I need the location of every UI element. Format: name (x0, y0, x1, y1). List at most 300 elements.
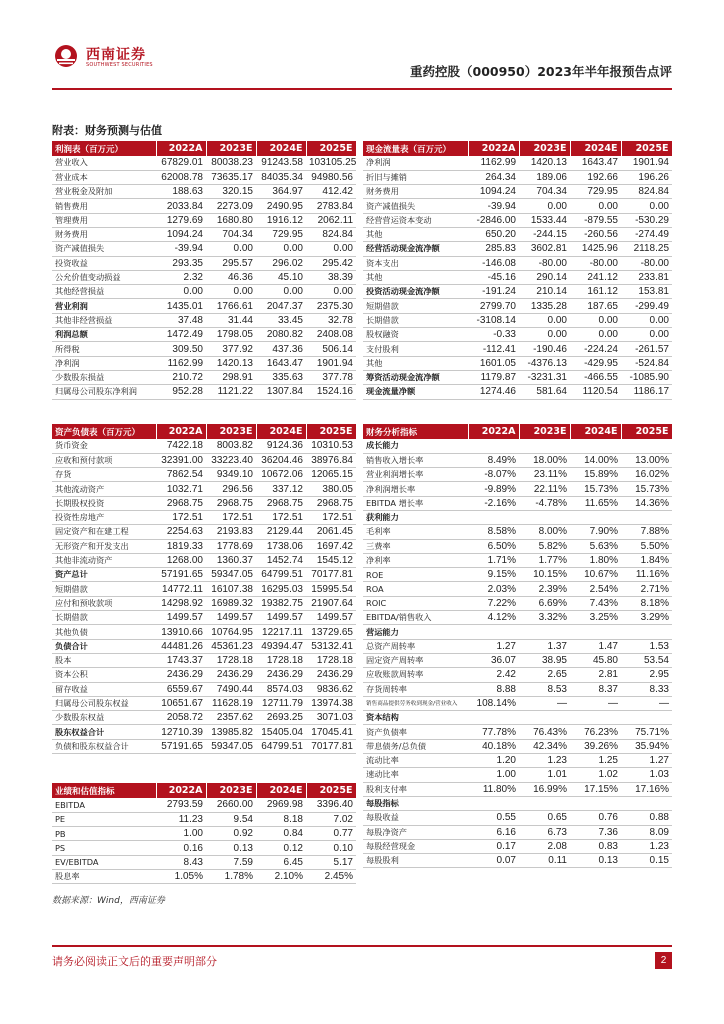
cell-value: 1643.47 (256, 356, 306, 370)
table-row (52, 611, 356, 625)
cell-value: 2436.29 (206, 668, 256, 682)
year-header: 2024E (256, 424, 306, 439)
cell-value: 1499.57 (156, 611, 206, 625)
cell-value: 2273.09 (206, 199, 256, 213)
cell-value: -299.49 (621, 299, 672, 313)
table-row (363, 725, 672, 739)
cell-value: 2783.84 (306, 199, 356, 213)
table-title: 业绩和估值指标 (52, 783, 156, 798)
cell-value: 7422.18 (156, 439, 206, 453)
cell-value: -274.49 (621, 227, 672, 241)
table-row (52, 385, 356, 399)
row-label: 三费率 (363, 539, 468, 553)
cell-value: 581.64 (519, 385, 570, 399)
table-row (363, 568, 672, 582)
cell-value (468, 439, 519, 453)
cell-value: 1545.12 (306, 553, 356, 567)
cell-value: 76.43% (519, 725, 570, 739)
table-title: 资产负债表（百万元） (52, 424, 156, 439)
table-row (52, 596, 356, 610)
cell-value: 1.00 (468, 768, 519, 782)
cell-value: 38.95 (519, 653, 570, 667)
cell-value: 412.42 (306, 185, 356, 199)
cell-value: 9.54 (206, 812, 256, 826)
cell-value: 59347.05 (206, 739, 256, 753)
cell-value (519, 510, 570, 524)
cell-value: 3396.40 (306, 798, 356, 812)
cell-value: 7.43% (570, 596, 621, 610)
table-title: 现金流量表（百万元） (363, 141, 468, 156)
cell-value: 298.91 (206, 370, 256, 384)
cell-value: 952.28 (156, 385, 206, 399)
cell-value: 16295.03 (256, 582, 306, 596)
cell-value: 108.14% (468, 696, 519, 710)
table-row (52, 869, 356, 883)
row-label: 每股股利 (363, 854, 468, 868)
cell-value: 8003.82 (206, 439, 256, 453)
table-row (52, 185, 356, 199)
row-label: 净利润 (363, 156, 468, 170)
cell-value: 2436.29 (306, 668, 356, 682)
cell-value: 1.77% (519, 553, 570, 567)
cell-value: 9124.36 (256, 439, 306, 453)
table-row (52, 482, 356, 496)
cell-value (519, 711, 570, 725)
row-label: 长期股权投资 (52, 496, 156, 510)
row-label: 其他非流动资产 (52, 553, 156, 567)
table-row (52, 582, 356, 596)
row-label: 折旧与摊销 (363, 170, 468, 184)
cell-value: 3.29% (621, 611, 672, 625)
row-label: 股东权益合计 (52, 725, 156, 739)
table-row (52, 313, 356, 327)
row-label: 营业成本 (52, 170, 156, 184)
table-row (52, 568, 356, 582)
cell-value: 15995.54 (306, 582, 356, 596)
cell-value: 1697.42 (306, 539, 356, 553)
cell-value: 17045.41 (306, 725, 356, 739)
table-row (52, 299, 356, 313)
cell-value (570, 711, 621, 725)
cell-value: -879.55 (570, 213, 621, 227)
cell-value: 12217.11 (256, 625, 306, 639)
cell-value: 153.81 (621, 285, 672, 299)
cell-value: 309.50 (156, 342, 206, 356)
cell-value: 6559.67 (156, 682, 206, 696)
cell-value: 1032.71 (156, 482, 206, 496)
table-row (52, 170, 356, 184)
cell-value: 13729.65 (306, 625, 356, 639)
cell-value: 0.10 (306, 841, 356, 855)
cell-value: 12065.15 (306, 468, 356, 482)
row-label: EBITDA (52, 798, 156, 812)
cell-value: -112.41 (468, 342, 519, 356)
cell-value: -3108.14 (468, 313, 519, 327)
table-row (52, 553, 356, 567)
table-row (363, 285, 672, 299)
year-header: 2024E (256, 141, 306, 156)
cell-value: 1.71% (468, 553, 519, 567)
cell-value: 8.88 (468, 682, 519, 696)
table-row (52, 453, 356, 467)
row-label: 财务费用 (52, 227, 156, 241)
row-label: 经营营运资本变动 (363, 213, 468, 227)
row-label: 管理费用 (52, 213, 156, 227)
cell-value: 2118.25 (621, 242, 672, 256)
row-label: 其他流动资产 (52, 482, 156, 496)
cell-value: 5.63% (570, 539, 621, 553)
cell-value: 0.76 (570, 811, 621, 825)
cell-value: 2.03% (468, 582, 519, 596)
cell-value: 1420.13 (519, 156, 570, 170)
table-header-row (52, 424, 356, 439)
cell-value: 506.14 (306, 342, 356, 356)
cell-value: 40.18% (468, 739, 519, 753)
row-label: 投资收益 (52, 256, 156, 270)
table-row (52, 827, 356, 841)
table-row (363, 328, 672, 342)
row-label: 长期借款 (52, 611, 156, 625)
row-label: 股本 (52, 653, 156, 667)
table-row (52, 525, 356, 539)
row-label: 留存收益 (52, 682, 156, 696)
cell-value (519, 796, 570, 810)
row-label: 短期借款 (363, 299, 468, 313)
cell-value: 44481.26 (156, 639, 206, 653)
row-label: 资本公积 (52, 668, 156, 682)
cell-value: 1162.99 (156, 356, 206, 370)
cell-value (570, 510, 621, 524)
cell-value: 10310.53 (306, 439, 356, 453)
cell-value: 59347.05 (206, 568, 256, 582)
cell-value (621, 439, 672, 453)
year-header: 2025E (621, 141, 672, 156)
cell-value: -191.24 (468, 285, 519, 299)
cell-value: 1307.84 (256, 385, 306, 399)
cell-value: -80.00 (570, 256, 621, 270)
row-label: 资产负债率 (363, 725, 468, 739)
cell-value: — (519, 696, 570, 710)
year-header: 2023E (206, 783, 256, 798)
row-label: 归属母公司股东净利润 (52, 385, 156, 399)
table-row (52, 468, 356, 482)
cell-value: 2.95 (621, 668, 672, 682)
cell-value: 70177.81 (306, 568, 356, 582)
cell-value: 1499.57 (206, 611, 256, 625)
table-row (52, 682, 356, 696)
table-row (363, 256, 672, 270)
cell-value: -466.55 (570, 370, 621, 384)
row-label: 销售收入增长率 (363, 453, 468, 467)
logo-sun-icon (54, 44, 78, 68)
row-label: 其他负债 (52, 625, 156, 639)
table-row (363, 299, 672, 313)
cell-value: 2357.62 (206, 711, 256, 725)
cell-value: 437.36 (256, 342, 306, 356)
cell-value: 1819.33 (156, 539, 206, 553)
cell-value: 1120.54 (570, 385, 621, 399)
cell-value: 7.59 (206, 855, 256, 869)
cell-value: 15.89% (570, 468, 621, 482)
cell-value: 15.73% (570, 482, 621, 496)
cell-value: 10672.06 (256, 468, 306, 482)
cell-value: 2.39% (519, 582, 570, 596)
cell-value: 0.65 (519, 811, 570, 825)
cell-value (570, 625, 621, 639)
row-label: 少数股东损益 (52, 370, 156, 384)
cell-value: 0.07 (468, 854, 519, 868)
cell-value: 7490.44 (206, 682, 256, 696)
cell-value: 3602.81 (519, 242, 570, 256)
table-row (52, 342, 356, 356)
year-header: 2023E (519, 141, 570, 156)
cell-value: 77.78% (468, 725, 519, 739)
cell-value: 22.11% (519, 482, 570, 496)
cell-value: 17.15% (570, 782, 621, 796)
table-row (363, 796, 672, 810)
cell-value: 16.02% (621, 468, 672, 482)
header-divider (52, 88, 672, 90)
cell-value: 0.00 (256, 285, 306, 299)
cell-value: 2408.08 (306, 328, 356, 342)
cell-value: 1.27 (621, 754, 672, 768)
row-label: 应付和预收款项 (52, 596, 156, 610)
row-label: 所得税 (52, 342, 156, 356)
cell-value: 2968.75 (306, 496, 356, 510)
cell-value: 9.15% (468, 568, 519, 582)
row-label: 存货周转率 (363, 682, 468, 696)
cell-value: 320.15 (206, 185, 256, 199)
year-header: 2022A (156, 424, 206, 439)
row-label: 毛利率 (363, 525, 468, 539)
footer-divider (52, 945, 672, 947)
cell-value: 6.69% (519, 596, 570, 610)
cell-value: 13910.66 (156, 625, 206, 639)
cell-value: 10651.67 (156, 696, 206, 710)
cell-value: 1738.06 (256, 539, 306, 553)
row-label: 营业收入 (52, 156, 156, 170)
cell-value: 1778.69 (206, 539, 256, 553)
cell-value: 2033.84 (156, 199, 206, 213)
cell-value: 8.33 (621, 682, 672, 696)
cell-value: -8.07% (468, 468, 519, 482)
cell-value: 161.12 (570, 285, 621, 299)
row-label: ROA (363, 582, 468, 596)
cell-value: 1.23 (621, 839, 672, 853)
table-row (52, 739, 356, 753)
cell-value: 64799.51 (256, 568, 306, 582)
cell-value: 5.17 (306, 855, 356, 869)
table-row (363, 768, 672, 782)
cell-value: -80.00 (621, 256, 672, 270)
table-row (52, 439, 356, 453)
table-row (52, 841, 356, 855)
table-row (363, 510, 672, 524)
cell-value: 1274.46 (468, 385, 519, 399)
cell-value: -9.89% (468, 482, 519, 496)
cell-value: 1.23 (519, 754, 570, 768)
cell-value: — (570, 696, 621, 710)
cell-value: 1.47 (570, 639, 621, 653)
row-label: ROIC (363, 596, 468, 610)
cell-value: 0.11 (519, 854, 570, 868)
row-label: EBITDA/销售收入 (363, 611, 468, 625)
cell-value: 11.80% (468, 782, 519, 796)
cell-value: 296.56 (206, 482, 256, 496)
cell-value: 187.65 (570, 299, 621, 313)
table-row (363, 170, 672, 184)
cell-value: 53.54 (621, 653, 672, 667)
cell-value: 49394.47 (256, 639, 306, 653)
cell-value: 0.00 (570, 313, 621, 327)
cell-value: -2.16% (468, 496, 519, 510)
table-row (363, 739, 672, 753)
cell-value: 2968.75 (206, 496, 256, 510)
cell-value: — (621, 696, 672, 710)
cell-value: 3071.03 (306, 711, 356, 725)
table-row (363, 825, 672, 839)
row-label: 长期借款 (363, 313, 468, 327)
logo-text: 西南证券 (86, 47, 146, 63)
cell-value: 1472.49 (156, 328, 206, 342)
row-label: 每股指标 (363, 796, 468, 810)
year-header: 2025E (621, 424, 672, 439)
cell-value: 8.37 (570, 682, 621, 696)
table-row (363, 611, 672, 625)
cell-value: 1728.18 (206, 653, 256, 667)
cell-value: 2193.83 (206, 525, 256, 539)
cell-value: 23.11% (519, 468, 570, 482)
cell-value: 11.23 (156, 812, 206, 826)
cell-value: -190.46 (519, 342, 570, 356)
cell-value: 35.94% (621, 739, 672, 753)
row-label: 营业利润增长率 (363, 468, 468, 482)
cell-value: 1.05% (156, 869, 206, 883)
year-header: 2022A (468, 424, 519, 439)
cell-value: 38.39 (306, 270, 356, 284)
cell-value: 37.48 (156, 313, 206, 327)
cell-value: 91243.58 (256, 156, 306, 170)
table-row (52, 370, 356, 384)
cell-value: 2660.00 (206, 798, 256, 812)
row-label: 净利润增长率 (363, 482, 468, 496)
table-row (52, 496, 356, 510)
row-label: 支付股利 (363, 342, 468, 356)
cell-value: 64799.51 (256, 739, 306, 753)
table-row (52, 696, 356, 710)
cell-value: 1.53 (621, 639, 672, 653)
year-header: 2022A (156, 783, 206, 798)
table-row (363, 653, 672, 667)
table-header-row (52, 141, 356, 156)
cell-value: 0.83 (570, 839, 621, 853)
cell-value: 6.16 (468, 825, 519, 839)
cell-value: 13.00% (621, 453, 672, 467)
table-header-row (52, 783, 356, 798)
cell-value: 8.49% (468, 453, 519, 467)
cell-value: 0.00 (621, 313, 672, 327)
cell-value: 0.00 (306, 242, 356, 256)
row-label: 总资产周转率 (363, 639, 468, 653)
cell-value (519, 439, 570, 453)
cell-value: 0.13 (206, 841, 256, 855)
table-row (52, 653, 356, 667)
cell-value: 2968.75 (256, 496, 306, 510)
cell-value: 10.67% (570, 568, 621, 582)
cell-value: 2436.29 (256, 668, 306, 682)
appendix-title: 附表：财务预测与估值 (52, 124, 162, 137)
report-title: 重药控股（000950）2023年半年报预告点评 (410, 64, 672, 79)
cell-value: 2062.11 (306, 213, 356, 227)
cell-value: 1901.94 (621, 156, 672, 170)
table-row (363, 696, 672, 710)
cell-value: 295.57 (206, 256, 256, 270)
row-label: 筹资活动现金流净额 (363, 370, 468, 384)
cell-value: 13974.38 (306, 696, 356, 710)
table-row (52, 356, 356, 370)
cell-value: 0.00 (306, 285, 356, 299)
cell-value: 172.51 (156, 510, 206, 524)
year-header: 2022A (156, 141, 206, 156)
cell-value: 2.08 (519, 839, 570, 853)
row-label: EV/EBITDA (52, 855, 156, 869)
cell-value: -244.15 (519, 227, 570, 241)
row-label: PS (52, 841, 156, 855)
cell-value: 7862.54 (156, 468, 206, 482)
cell-value: 1524.16 (306, 385, 356, 399)
cell-value: 0.77 (306, 827, 356, 841)
cell-value: 380.05 (306, 482, 356, 496)
table-row (363, 227, 672, 241)
row-label: PB (52, 827, 156, 841)
cell-value: 2.45% (306, 869, 356, 883)
cell-value: 11.65% (570, 496, 621, 510)
row-label: 资本支出 (363, 256, 468, 270)
cell-value: 364.97 (256, 185, 306, 199)
cell-value (468, 510, 519, 524)
cell-value: 1.78% (206, 869, 256, 883)
table-row (363, 682, 672, 696)
income-statement-table (52, 141, 357, 400)
cell-value: 3.25% (570, 611, 621, 625)
cell-value: 0.84 (256, 827, 306, 841)
cell-value: 67829.01 (156, 156, 206, 170)
cell-value: -260.56 (570, 227, 621, 241)
cell-value: -2846.00 (468, 213, 519, 227)
cell-value: 2793.59 (156, 798, 206, 812)
cell-value: 1.25 (570, 754, 621, 768)
cell-value: 285.83 (468, 242, 519, 256)
cell-value: 10764.95 (206, 625, 256, 639)
cell-value: 9836.62 (306, 682, 356, 696)
cell-value: 15.73% (621, 482, 672, 496)
table-row (363, 385, 672, 399)
table-row (363, 782, 672, 796)
cell-value: 172.51 (306, 510, 356, 524)
cell-value: 188.63 (156, 185, 206, 199)
cell-value: 18.00% (519, 453, 570, 467)
table-row (52, 855, 356, 869)
cell-value (468, 625, 519, 639)
cell-value: 1.84% (621, 553, 672, 567)
cell-value: 32.78 (306, 313, 356, 327)
cell-value: 5.50% (621, 539, 672, 553)
cell-value: 45.10 (256, 270, 306, 284)
table-row (363, 213, 672, 227)
cell-value: 1.02 (570, 768, 621, 782)
cell-value: 1499.57 (306, 611, 356, 625)
table-row (52, 227, 356, 241)
